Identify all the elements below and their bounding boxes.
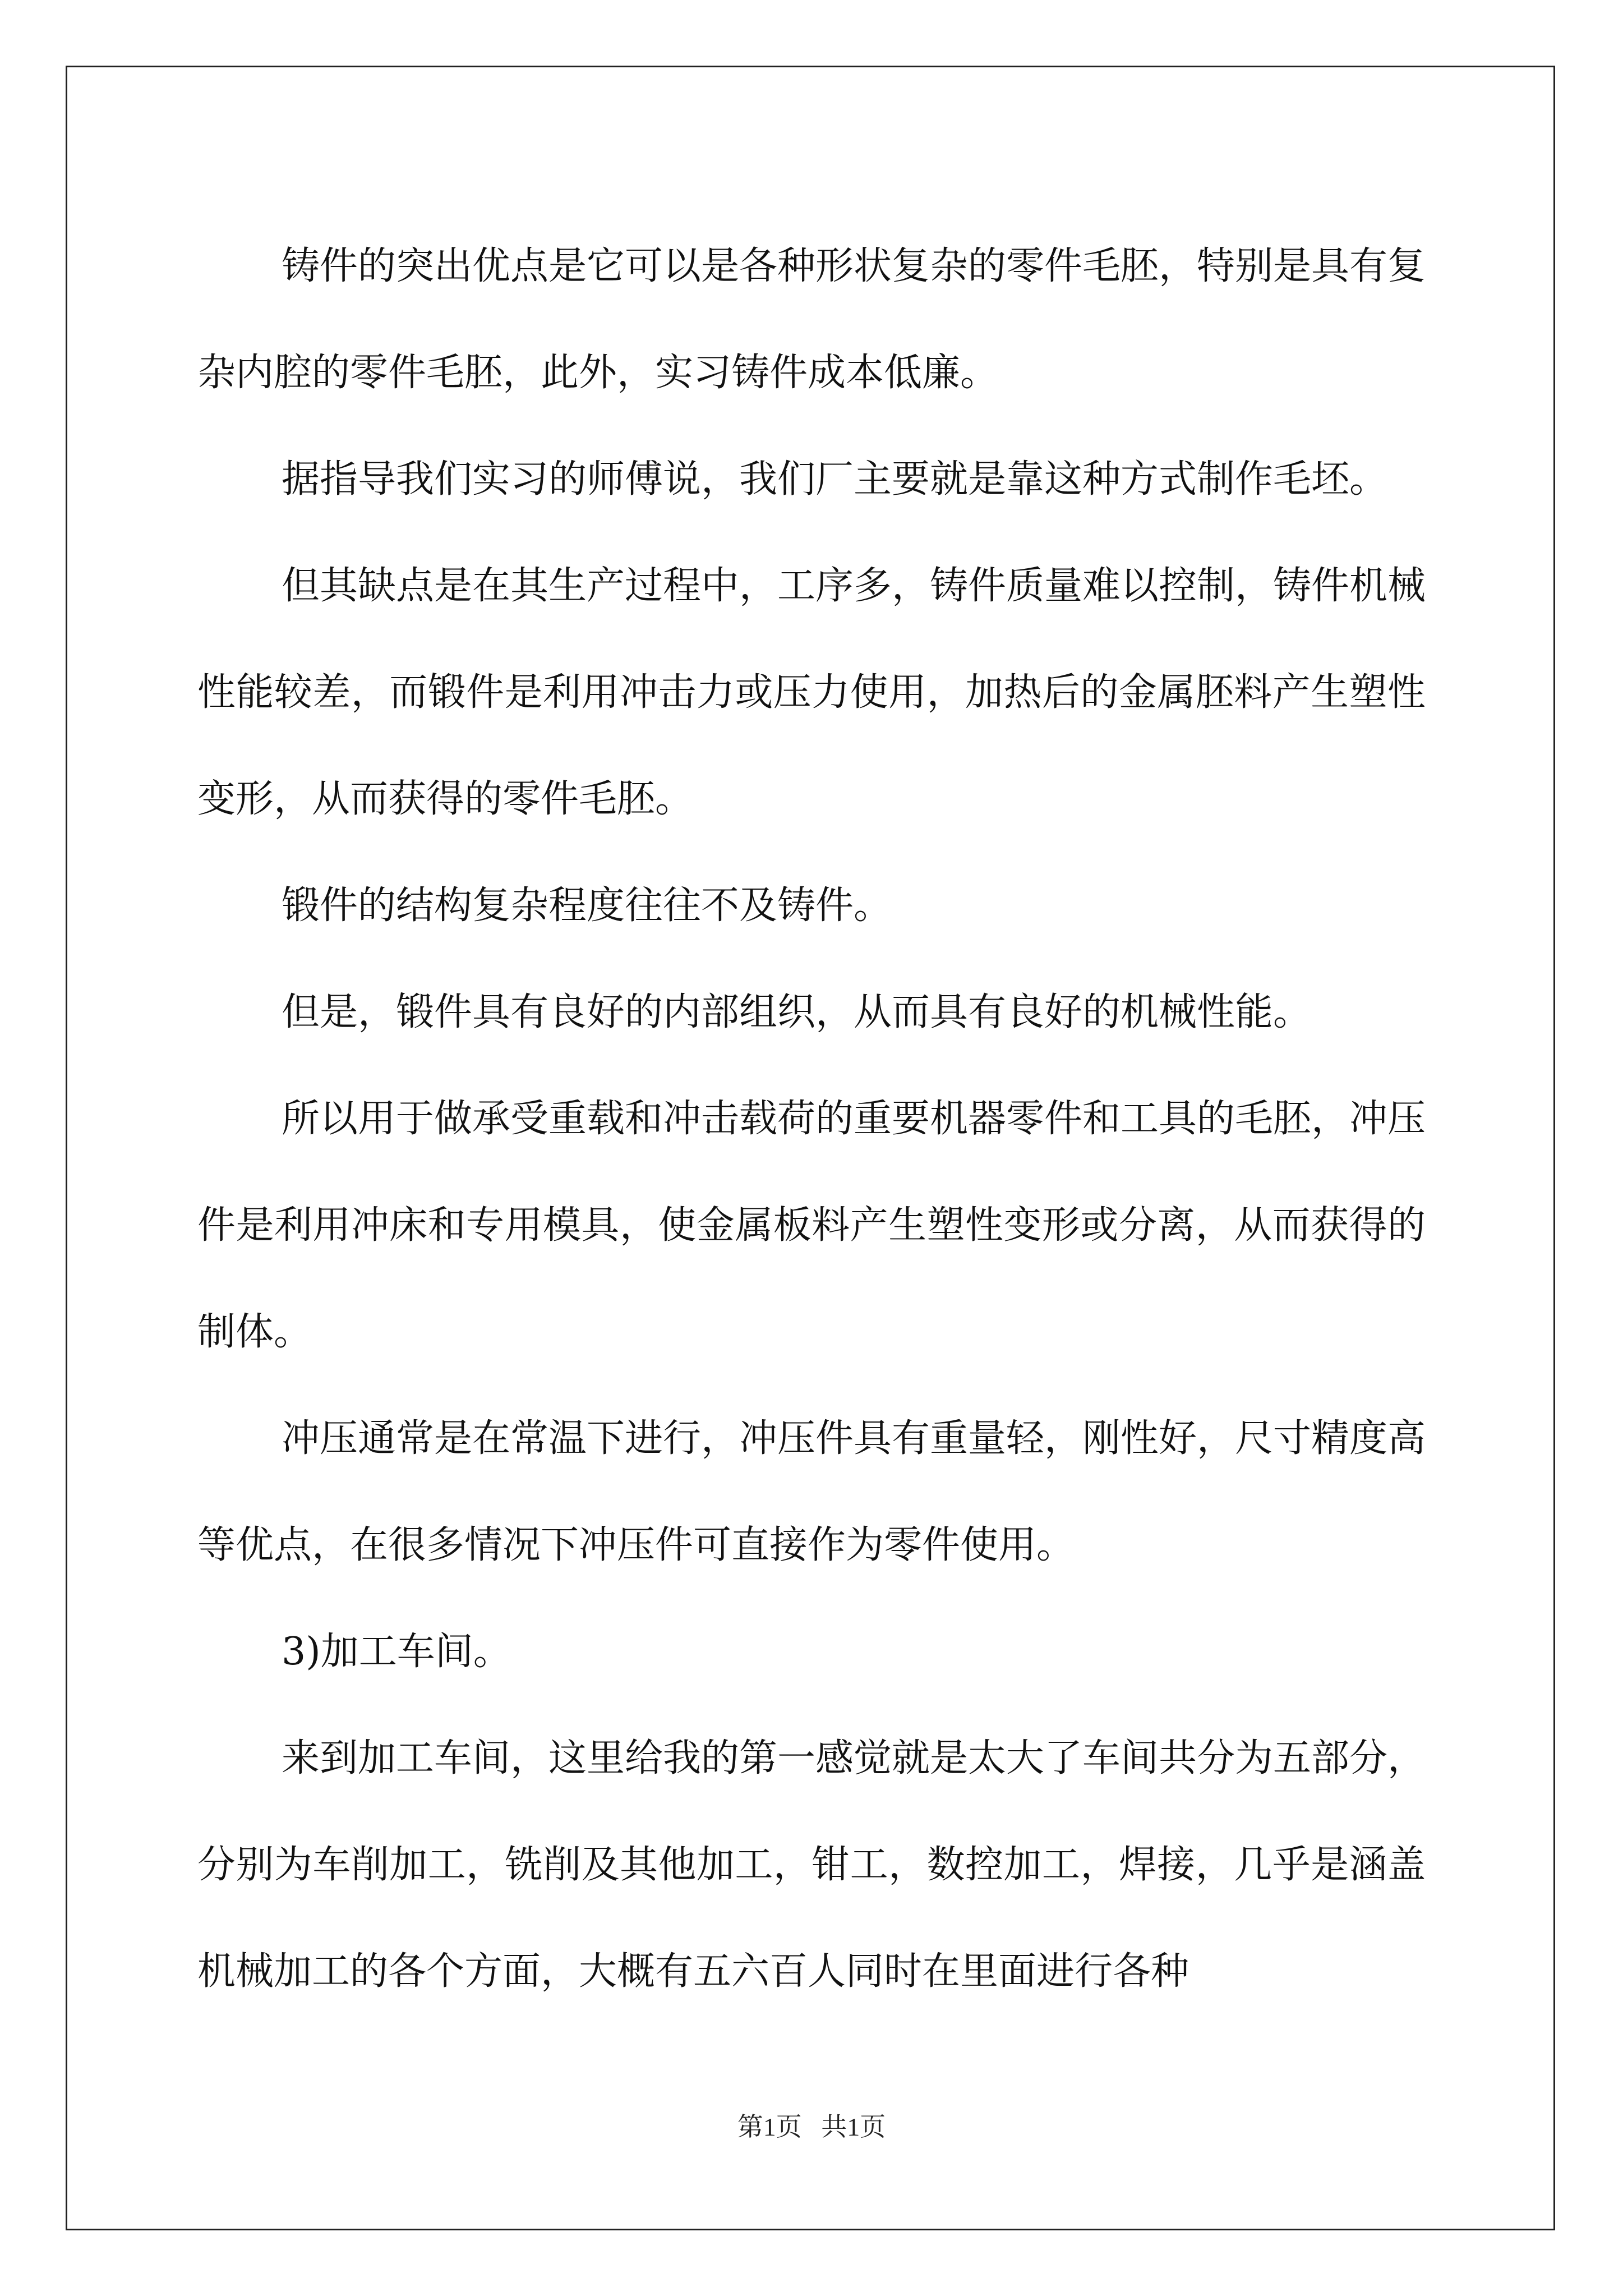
paragraph: 但其缺点是在其生产过程中，工序多，铸件质量难以控制，铸件机械性能较差，而锻件是利用冲击力或压力使用，加热后的金属胚料产生塑性变形，从而获得的零件毛胚。 bbox=[197, 564, 1426, 821]
page-footer bbox=[0, 2106, 1623, 2143]
document-body bbox=[197, 213, 1426, 2025]
paragraph: 锻件的结构复杂程度往往不及铸件。 bbox=[282, 884, 892, 928]
paragraph: 来到加工车间，这里给我的第一感觉就是太大了车间共分为五部分，分别为车削加工，铣削及其他加工，钳工，数控加工，焊接，几乎是涵盖机械加工的各个方面，大概有五六百人同时在里面进行各种 bbox=[197, 1736, 1426, 1994]
paragraph: 据指导我们实习的师傅说，我们厂主要就是靠这种方式制作毛坯。 bbox=[282, 457, 1388, 501]
paragraph: 冲压通常是在常温下进行，冲压件具有重量轻，刚性好，尺寸精度高等优点，在很多情况下冲压件可直接作为零件使用。 bbox=[197, 1416, 1426, 1567]
paragraph: 3)加工车间。 bbox=[282, 1630, 511, 1674]
paragraph: 但是，锻件具有良好的内部组织，从而具有良好的机械性能。 bbox=[282, 990, 1312, 1034]
paragraph: 铸件的突出优点是它可以是各种形状复杂的零件毛胚，特别是具有复杂内腔的零件毛胚，此外，实习铸件成本低廉。 bbox=[197, 244, 1426, 395]
page-number: 第1页 bbox=[737, 2113, 802, 2141]
page-total: 共1页 bbox=[821, 2113, 886, 2141]
paragraph: 所以用于做承受重载和冲击载荷的重要机器零件和工具的毛胚，冲压件是利用冲床和专用模具，使金属板料产生塑性变形或分离，从而获得的制体。 bbox=[197, 1097, 1426, 1354]
